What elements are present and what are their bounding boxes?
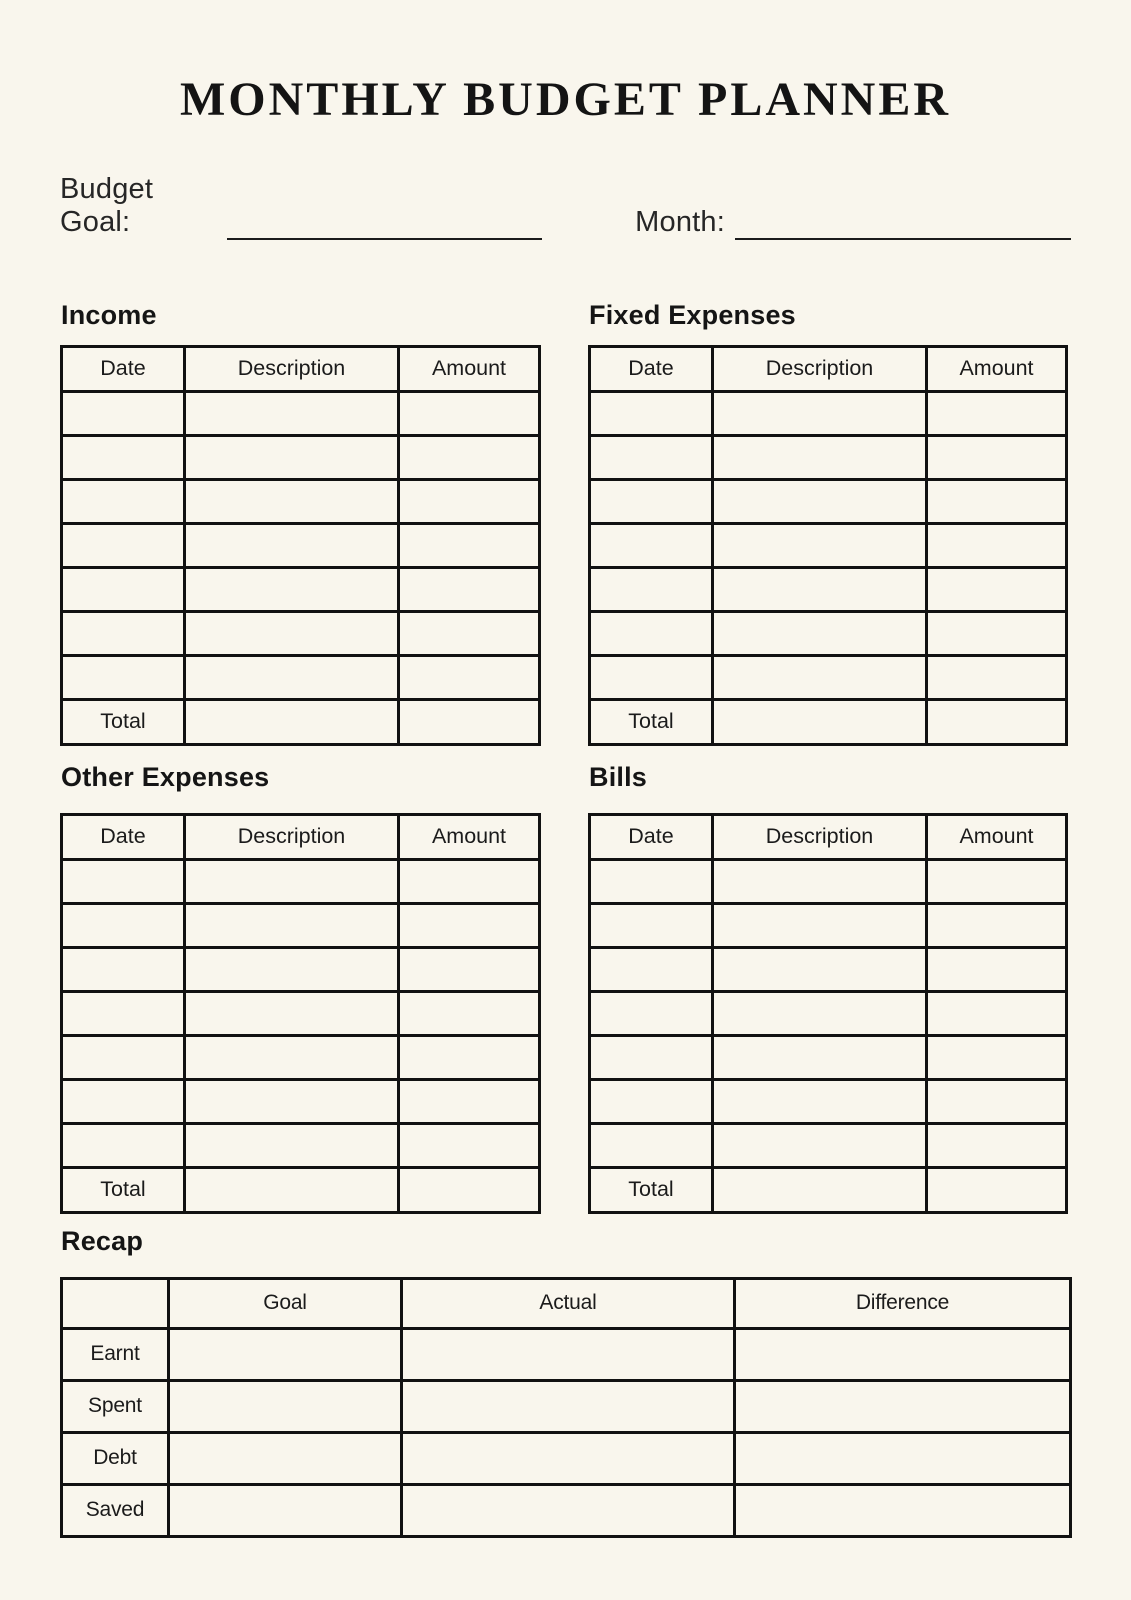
blank-cell xyxy=(185,611,399,655)
blank-cell xyxy=(62,1035,185,1079)
recap-heading: Recap xyxy=(61,1225,144,1256)
blank-cell xyxy=(590,523,713,567)
blank-entry-row xyxy=(590,655,1067,699)
blank-cell xyxy=(713,947,927,991)
income-heading: Income xyxy=(61,299,157,330)
column-header-description: Description xyxy=(713,814,927,859)
column-header-date: Date xyxy=(590,814,713,859)
other-expenses-table xyxy=(60,813,541,1214)
blank-cell xyxy=(399,435,540,479)
blank-cell xyxy=(713,1035,927,1079)
blank-entry-row xyxy=(62,611,540,655)
blank-cell xyxy=(185,991,399,1035)
blank-cell xyxy=(713,523,927,567)
blank-entry-row xyxy=(590,391,1067,435)
recap-corner-cell xyxy=(62,1278,169,1328)
blank-cell xyxy=(713,1079,927,1123)
blank-cell xyxy=(590,903,713,947)
blank-cell xyxy=(62,391,185,435)
total-row xyxy=(590,699,1067,744)
blank-entry-row xyxy=(62,947,540,991)
blank-entry-row xyxy=(590,991,1067,1035)
recap-row-saved xyxy=(62,1484,1071,1536)
blank-cell xyxy=(402,1380,735,1432)
blank-cell xyxy=(185,567,399,611)
upper-tables-grid xyxy=(60,300,1068,746)
total-amount-cell xyxy=(927,699,1067,744)
blank-cell xyxy=(62,947,185,991)
total-description-cell xyxy=(185,699,399,744)
column-header-actual: Actual xyxy=(402,1278,735,1328)
blank-entry-row xyxy=(590,611,1067,655)
blank-cell xyxy=(62,903,185,947)
blank-cell xyxy=(169,1328,402,1380)
blank-cell xyxy=(927,903,1067,947)
blank-cell xyxy=(927,611,1067,655)
blank-cell xyxy=(735,1432,1071,1484)
blank-cell xyxy=(399,1079,540,1123)
blank-cell xyxy=(185,903,399,947)
blank-cell xyxy=(62,435,185,479)
total-label: Total xyxy=(590,699,713,744)
blank-cell xyxy=(927,523,1067,567)
blank-cell xyxy=(399,859,540,903)
blank-cell xyxy=(399,1035,540,1079)
blank-cell xyxy=(713,1123,927,1167)
blank-cell xyxy=(62,567,185,611)
blank-cell xyxy=(185,1123,399,1167)
total-amount-cell xyxy=(399,699,540,744)
budget-goal-label: Budget Goal: xyxy=(60,173,154,239)
blank-cell xyxy=(713,567,927,611)
blank-cell xyxy=(927,567,1067,611)
total-description-cell xyxy=(713,699,927,744)
blank-cell xyxy=(185,1035,399,1079)
blank-cell xyxy=(713,655,927,699)
blank-cell xyxy=(590,947,713,991)
blank-entry-row xyxy=(62,1123,540,1167)
blank-cell xyxy=(713,611,927,655)
blank-cell xyxy=(927,1123,1067,1167)
blank-cell xyxy=(590,655,713,699)
blank-cell xyxy=(927,991,1067,1035)
blank-entry-row xyxy=(62,1079,540,1123)
blank-cell xyxy=(735,1328,1071,1380)
blank-cell xyxy=(735,1484,1071,1536)
blank-entry-row xyxy=(590,523,1067,567)
table-header-row xyxy=(62,814,540,859)
blank-entry-row xyxy=(590,947,1067,991)
fill-in-fields-row xyxy=(60,173,1071,240)
blank-entry-row xyxy=(62,655,540,699)
column-header-date: Date xyxy=(62,814,185,859)
table-header-row xyxy=(590,814,1067,859)
blank-cell xyxy=(62,479,185,523)
blank-entry-row xyxy=(590,1035,1067,1079)
column-header-description: Description xyxy=(185,346,399,391)
blank-cell xyxy=(402,1328,735,1380)
blank-cell xyxy=(927,1079,1067,1123)
total-description-cell xyxy=(713,1167,927,1212)
blank-entry-row xyxy=(62,567,540,611)
blank-cell xyxy=(169,1432,402,1484)
blank-cell xyxy=(590,567,713,611)
blank-entry-row xyxy=(590,567,1067,611)
blank-cell xyxy=(927,947,1067,991)
blank-entry-row xyxy=(62,391,540,435)
total-label: Total xyxy=(62,1167,185,1212)
blank-cell xyxy=(169,1380,402,1432)
column-header-amount: Amount xyxy=(399,814,540,859)
recap-row-label: Earnt xyxy=(62,1328,169,1380)
blank-cell xyxy=(927,391,1067,435)
blank-cell xyxy=(713,435,927,479)
blank-cell xyxy=(399,1123,540,1167)
column-header-date: Date xyxy=(62,346,185,391)
blank-cell xyxy=(185,1079,399,1123)
blank-cell xyxy=(62,859,185,903)
blank-cell xyxy=(927,859,1067,903)
blank-cell xyxy=(399,611,540,655)
blank-cell xyxy=(713,859,927,903)
blank-cell xyxy=(590,1123,713,1167)
income-section xyxy=(60,300,541,746)
blank-cell xyxy=(735,1380,1071,1432)
column-header-description: Description xyxy=(185,814,399,859)
blank-cell xyxy=(590,1079,713,1123)
other-expenses-section xyxy=(60,762,541,1214)
blank-entry-row xyxy=(62,1035,540,1079)
month-input-line xyxy=(735,204,1071,240)
blank-entry-row xyxy=(62,859,540,903)
total-description-cell xyxy=(185,1167,399,1212)
blank-cell xyxy=(399,479,540,523)
income-table xyxy=(60,345,541,746)
blank-entry-row xyxy=(590,859,1067,903)
blank-cell xyxy=(399,391,540,435)
blank-entry-row xyxy=(590,435,1067,479)
blank-cell xyxy=(399,655,540,699)
blank-cell xyxy=(399,567,540,611)
blank-entry-row xyxy=(590,1123,1067,1167)
total-amount-cell xyxy=(927,1167,1067,1212)
blank-cell xyxy=(590,391,713,435)
blank-cell xyxy=(402,1432,735,1484)
blank-entry-row xyxy=(62,435,540,479)
blank-cell xyxy=(185,435,399,479)
recap-row-debt xyxy=(62,1432,1071,1484)
recap-row-label: Debt xyxy=(62,1432,169,1484)
fixed-expenses-section xyxy=(588,300,1068,746)
recap-row-earnt xyxy=(62,1328,1071,1380)
recap-table xyxy=(60,1277,1072,1538)
blank-entry-row xyxy=(590,903,1067,947)
lower-tables-grid xyxy=(60,762,1068,1214)
blank-cell xyxy=(927,1035,1067,1079)
recap-row-label: Saved xyxy=(62,1484,169,1536)
blank-cell xyxy=(185,655,399,699)
blank-cell xyxy=(590,859,713,903)
blank-entry-row xyxy=(62,479,540,523)
total-label: Total xyxy=(62,699,185,744)
blank-cell xyxy=(590,479,713,523)
other-expenses-heading: Other Expenses xyxy=(61,761,270,792)
blank-cell xyxy=(185,947,399,991)
blank-cell xyxy=(590,1035,713,1079)
blank-cell xyxy=(402,1484,735,1536)
blank-cell xyxy=(713,903,927,947)
blank-cell xyxy=(185,391,399,435)
blank-entry-row xyxy=(62,523,540,567)
blank-entry-row xyxy=(62,903,540,947)
bills-table xyxy=(588,813,1068,1214)
total-row xyxy=(62,1167,540,1212)
column-header-date: Date xyxy=(590,346,713,391)
page-title: MONTHLY BUDGET PLANNER xyxy=(180,73,951,126)
total-row xyxy=(590,1167,1067,1212)
column-header-amount: Amount xyxy=(399,346,540,391)
table-header-row xyxy=(590,346,1067,391)
blank-cell xyxy=(62,1123,185,1167)
recap-section xyxy=(60,1226,1131,1538)
recap-row-spent xyxy=(62,1380,1071,1432)
blank-cell xyxy=(62,523,185,567)
blank-cell xyxy=(185,859,399,903)
blank-cell xyxy=(399,991,540,1035)
table-header-row xyxy=(62,346,540,391)
bills-section xyxy=(588,762,1068,1214)
blank-cell xyxy=(169,1484,402,1536)
fixed-expenses-table xyxy=(588,345,1068,746)
blank-cell xyxy=(590,611,713,655)
blank-cell xyxy=(713,991,927,1035)
fixed-expenses-heading: Fixed Expenses xyxy=(589,299,796,330)
blank-cell xyxy=(590,991,713,1035)
blank-cell xyxy=(927,435,1067,479)
blank-cell xyxy=(185,523,399,567)
blank-cell xyxy=(399,903,540,947)
blank-cell xyxy=(62,611,185,655)
blank-cell xyxy=(713,391,927,435)
blank-cell xyxy=(399,947,540,991)
blank-cell xyxy=(927,655,1067,699)
column-header-goal: Goal xyxy=(169,1278,402,1328)
blank-entry-row xyxy=(590,1079,1067,1123)
month-field xyxy=(635,204,1071,240)
blank-entry-row xyxy=(62,991,540,1035)
total-label: Total xyxy=(590,1167,713,1212)
blank-cell xyxy=(185,479,399,523)
budget-goal-field xyxy=(60,173,542,240)
recap-header-row xyxy=(62,1278,1071,1328)
column-header-description: Description xyxy=(713,346,927,391)
budget-goal-input-line xyxy=(227,204,542,240)
blank-cell xyxy=(927,479,1067,523)
column-header-amount: Amount xyxy=(927,814,1067,859)
total-row xyxy=(62,699,540,744)
month-label: Month: xyxy=(635,206,725,239)
column-header-amount: Amount xyxy=(927,346,1067,391)
column-header-difference: Difference xyxy=(735,1278,1071,1328)
blank-entry-row xyxy=(590,479,1067,523)
blank-cell xyxy=(62,991,185,1035)
bills-heading: Bills xyxy=(589,761,648,792)
blank-cell xyxy=(590,435,713,479)
blank-cell xyxy=(62,655,185,699)
total-amount-cell xyxy=(399,1167,540,1212)
blank-cell xyxy=(399,523,540,567)
blank-cell xyxy=(713,479,927,523)
recap-row-label: Spent xyxy=(62,1380,169,1432)
blank-cell xyxy=(62,1079,185,1123)
